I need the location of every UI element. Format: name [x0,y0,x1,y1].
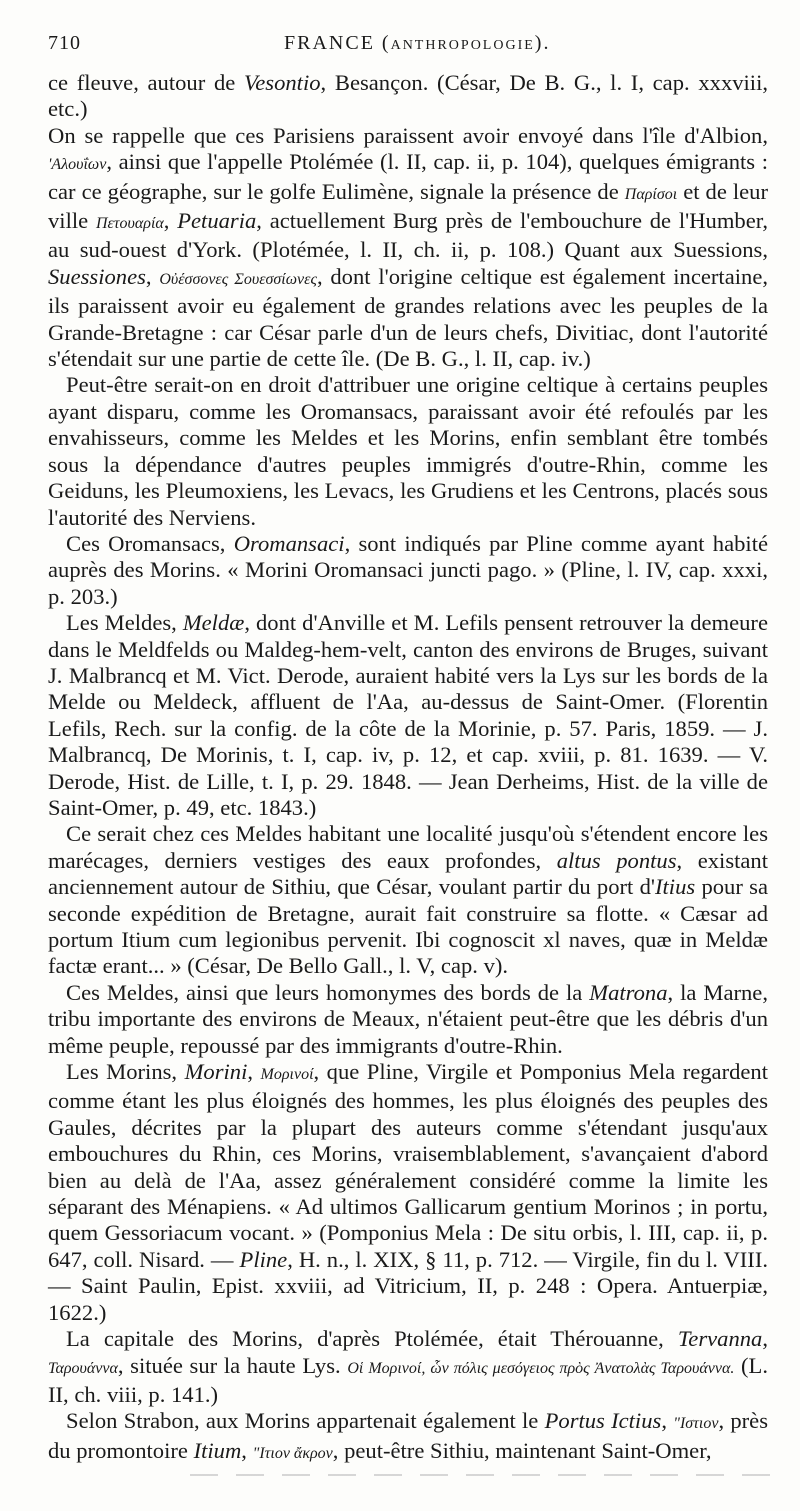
italic-text: Portus Ictius [544,1408,662,1434]
paragraph-text: , [145,263,160,289]
bottom-rule [190,1474,770,1476]
greek-text: 'Αλουΐων [48,156,107,174]
paragraph-text: (L. II, ch. viii, p. 141.) [48,1352,768,1407]
paragraph-text: Ces Meldes, ainsi que leurs homonymes des bords de la [66,979,590,1005]
paragraph [48,610,768,821]
italic-text: Morini [184,1059,248,1085]
paragraph-text: On se rappelle que ces Parisiens paraissent avoir envoyé dans l'île d'Albion, [48,122,768,148]
paragraph-text: Les Meldes, [66,610,183,636]
paragraph-text: , existant anciennement autour de Sithiu, que César, voulant partir du port d' [48,847,768,900]
paragraph-text: , peut-être Sithiu, maintenant Saint-Omer, [332,1437,712,1463]
paragraph [48,1326,768,1408]
italic-text: altus pontus [556,847,677,873]
running-head-subtitle: ANTHROPOLOGIE [390,38,535,53]
paragraph-text: pour sa seconde expédition de Bretagne, aurait fait construire sa flotte. « Cæsar ad portum Itium cum legionibus pervenit. Ibi cognoscit xl naves, quæ in Meldæ factæ erant... » (César, De Bello Gall., l. V, cap. v). [48,874,768,979]
paragraph-text: , H. n., l. XIX, § 11, p. 712. — Virgile, fin du l. VIII. — Saint Paulin, Epist. xxviii, ad Vitricium, II, p. 248 : Opera. Antuerpiæ, 1622.) [48,1246,769,1325]
paragraph-text: , située sur la haute Lys. [117,1352,348,1378]
italic-text: Oromansaci [233,530,345,556]
italic-text: Pline [239,1246,288,1272]
paragraph-text: , sont indiqués par Pline comme ayant habité auprès des Morins. « Morini Oromansaci juncti pago. » (Pline, l. IV, cap. xxxi, p. 203.) [48,530,768,609]
paragraph-text: , [661,1408,674,1434]
paragraph-text: Peut-être serait-on en droit d'attribuer une origine celtique à certains peuples ayant disparu, comme les Oromansacs, paraissant avoir été refoulés par les envahisseurs, comme les Meldes et les Morins, enfin semblant être tombés sous la dépendance d'autres peuples immigrés d'outre-Rhin, comme les Geiduns, les Pleumoxiens, les Levacs, les Grudiens et les Centrons, placés sous l'autorité des Nerviens. [48,372,768,530]
paragraph [48,1059,768,1326]
italic-text: Petuaria [177,208,257,234]
paragraph-text: , [247,1059,261,1085]
greek-text: Οὐέσσονες Σουεσσίωνες [159,270,317,288]
paragraph-text: ce fleuve, autour de [48,70,244,95]
paragraph [48,531,768,610]
paragraph [48,123,768,373]
greek-text: "Ιστιον [673,1415,719,1433]
italic-text: Vesontio [243,70,321,95]
paragraph-text: , près du promontoire [48,1408,768,1463]
paragraph-text: , que Pline, Virgile et Pomponius Mela regardent comme étant les plus éloignés des hommes, les plus éloignés des peuples des Gaules, décrites par la plupart des auteurs comme s'étendant jusqu'aux embouchures du Rhin, ces Morins, vraisemblablement, s'avançaient d'abord bien au delà de l'Aa, assez généralement considéré comme la limite les séparant des Ménapiens. « Ad ultimos Gallicarum gentium Morinos ; in portu, quem Gessoriacum vocant. » (Pomponius Mela : De situ orbis, l. III, cap. ii, p. 647, coll. Nisard. — [48,1059,769,1272]
italic-text: Itium [193,1437,242,1463]
paragraph [48,821,768,979]
document-body [48,70,768,1467]
italic-text: Meldæ [182,610,245,636]
paragraph-text: , actuellement Burg près de l'embouchure de l'Humber, au sud-ouest d'York. (Plotémée, l. II, ch. ii, p. 108.) Quant aux Suessions, [48,208,768,263]
paragraph-text: , ainsi que l'appelle Ptolémée (l. II, cap. ii, p. 104), quelques émigrants : car ce géographe, sur le golfe Eulimène, signale la présence de [48,149,768,204]
italic-text: Tervanna [677,1326,763,1352]
italic-text: Matrona [589,979,668,1005]
paragraph-text: , la Marne, tribu importante des environs de Meaux, n'étaient peut-être que les débris d'un même peuple, repoussé par des immigrants d'outre-Rhin. [48,979,768,1058]
paragraph-text: Ce serait chez ces Meldes habitant une localité jusqu'où s'étendent encore les marécages, derniers vestiges des eaux profondes, [48,821,768,873]
running-head [284,32,550,55]
paragraph-text: , dont d'Anville et M. Lefils pensent retrouver la demeure dans le Meldfelds ou Maldeg-hem-velt, canton des environs de Bruges, suivant J. Malbrancq et M. Vict. Derode, auraient habité vers la Lys sur les bords de la Melde ou Meldeck, affluent de l'Aa, au-dessus de Saint-Omer. (Florentin Lefils, Rech. sur la config. de la côte de la Morinie, p. 57. Paris, 1859. — J. Malbrancq, De Morinis, t. I, cap. iv, p. 12, et cap. xviii, p. 81. 1639. — V. Derode, Hist. de Lille, t. I, p. 29. 1848. — Jean Derheims, Hist. de la ville de Saint-Omer, p. 49, etc. 1843.) [48,610,768,820]
page-header [48,26,760,66]
paragraph [48,70,768,123]
greek-text: Οἱ Μορινοί, ὧν πόλις μεσόγειος πρὸς Ἀνατολὰς Ταρουάννα. [347,1359,735,1377]
paragraph-text: Ces Oromansacs, [66,530,234,556]
greek-text: Πετουαρία [95,215,164,233]
greek-text: "Ιτιον ἄκρον [252,1444,333,1462]
paragraph-text: , [762,1326,768,1352]
paragraph [48,1408,768,1467]
paragraph [48,372,768,530]
greek-text: Παρίσοι [624,185,678,203]
paragraph-text: , [163,208,178,234]
paragraph-text: , dont l'origine celtique est également incertaine, ils paraissent avoir eu également de grandes relations avec les peuples de la Grande-Bretagne : car César parle d'un de leurs chefs, Divitiac, dont l'autorité s'étendait sur une partie de cette île. (De B. G., l. II, cap. iv.) [48,263,768,372]
italic-text: Suessiones [48,263,146,289]
page-number: 710 [48,32,81,54]
paragraph-text: Les Morins, [66,1059,185,1085]
italic-text: Itius [654,874,696,900]
greek-text: Ταρουάννα [48,1359,118,1377]
running-head-title: FRANCE ( [284,32,391,54]
paragraph-text: Selon Strabon, aux Morins appartenait également le [66,1408,545,1434]
paragraph-text: et de leur ville [48,178,769,234]
running-head-close: ). [534,32,551,54]
paragraph [48,980,768,1059]
paragraph-text: , [241,1437,253,1463]
paragraph-text: La capitale des Morins, d'après Ptolémée, était Thérouanne, [66,1326,678,1352]
paragraph-text: , Besançon. (César, De B. G., l. I, cap. xxxviii, etc.) [48,70,769,122]
greek-text: Μορινοί [260,1066,314,1084]
